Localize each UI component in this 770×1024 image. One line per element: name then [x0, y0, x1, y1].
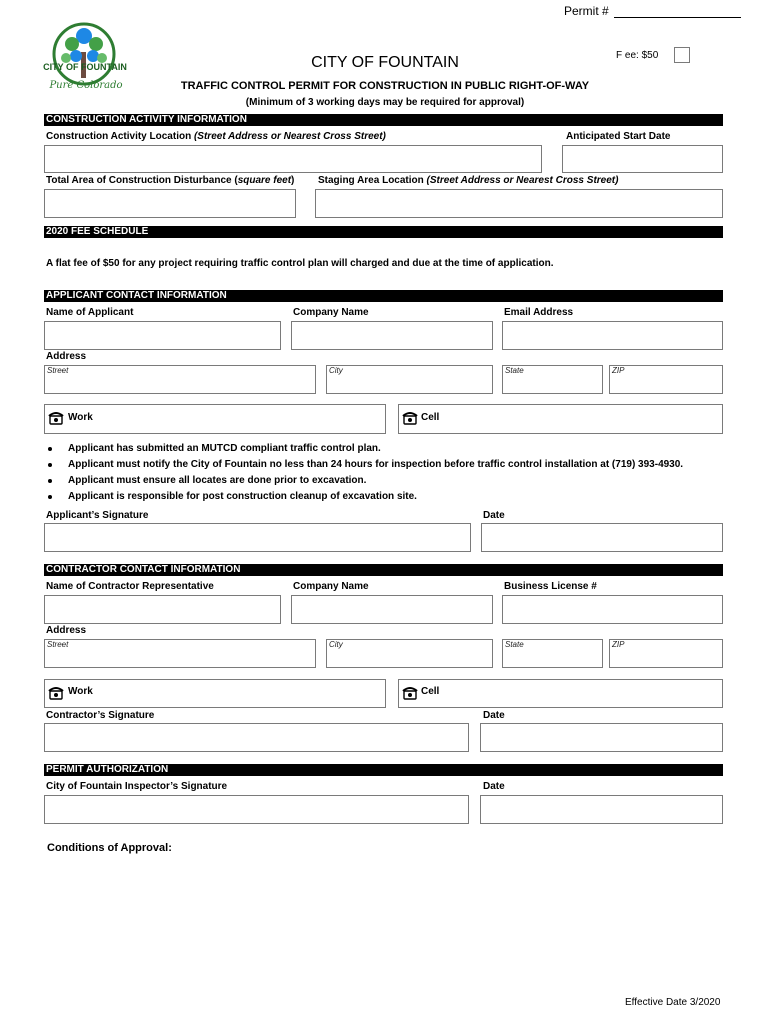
contractor-section-heading: CONTRACTOR CONTACT INFORMATION — [44, 564, 723, 576]
phone-icon — [48, 410, 64, 426]
form-subtitle: TRAFFIC CONTROL PERMIT FOR CONSTRUCTION IN PUBLIC RIGHT-OF-WAY — [180, 80, 590, 92]
inspector-date-input[interactable] — [480, 795, 723, 824]
fee-section-heading: 2020 FEE SCHEDULE — [44, 226, 723, 238]
staging-label: Staging Area Location (Street Address or Nearest Cross Street) — [318, 175, 619, 186]
applicant-zip-input[interactable] — [609, 365, 723, 394]
applicant-city-hint: City — [329, 366, 343, 375]
start-date-label: Anticipated Start Date — [566, 131, 671, 142]
inspector-signature-input[interactable] — [44, 795, 469, 824]
contractor-city-input[interactable] — [326, 639, 493, 668]
contractor-work-phone-input[interactable] — [44, 679, 386, 708]
contractor-zip-hint: ZIP — [612, 640, 625, 649]
logo-text-top: CITY OF FOUNTAIN — [43, 62, 127, 72]
applicant-name-label: Name of Applicant — [46, 307, 134, 318]
applicant-date-label: Date — [483, 510, 505, 521]
conditions-label: Conditions of Approval: — [47, 842, 172, 854]
contractor-date-input[interactable] — [480, 723, 723, 752]
applicant-work-label: Work — [68, 412, 93, 423]
applicant-company-input[interactable] — [291, 321, 493, 350]
list-item: Applicant must notify the City of Fountain no less than 24 hours for inspection before traffic control installation at (719) 393-4930. — [46, 457, 683, 473]
contractor-work-label: Work — [68, 686, 93, 697]
applicant-signature-label: Applicant’s Signature — [46, 510, 149, 521]
phone-icon — [402, 685, 418, 701]
applicant-section-heading: APPLICANT CONTACT INFORMATION — [44, 290, 723, 302]
location-input[interactable] — [44, 145, 542, 173]
fee-text: A flat fee of $50 for any project requiring traffic control plan will charged and due at the time of application. — [46, 258, 554, 269]
effective-date: Effective Date 3/2020 — [625, 997, 721, 1008]
applicant-work-phone-input[interactable] — [44, 404, 386, 434]
list-item: Applicant must ensure all locates are done prior to excavation. — [46, 473, 683, 489]
contractor-date-label: Date — [483, 710, 505, 721]
contractor-license-label: Business License # — [504, 581, 597, 592]
contractor-signature-input[interactable] — [44, 723, 469, 752]
contractor-state-hint: State — [505, 640, 524, 649]
contractor-company-input[interactable] — [291, 595, 493, 624]
inspector-signature-label: City of Fountain Inspector’s Signature — [46, 781, 228, 792]
contractor-cell-phone-input[interactable] — [398, 679, 723, 708]
applicant-city-input[interactable] — [326, 365, 493, 394]
contractor-cell-label: Cell — [421, 686, 440, 697]
applicant-state-hint: State — [505, 366, 524, 375]
applicant-date-input[interactable] — [481, 523, 723, 552]
applicant-cell-phone-input[interactable] — [398, 404, 723, 434]
logo-text-bottom: Pure Colorado — [49, 80, 123, 91]
list-item: Applicant is responsible for post construction cleanup of excavation site. — [46, 489, 683, 505]
area-input[interactable] — [44, 189, 296, 218]
construction-section-heading: CONSTRUCTION ACTIVITY INFORMATION — [44, 114, 723, 126]
phone-icon — [48, 685, 64, 701]
contractor-company-label: Company Name — [293, 581, 369, 592]
permit-number-label: Permit # — [564, 4, 609, 18]
staging-input[interactable] — [315, 189, 723, 218]
applicant-cell-label: Cell — [421, 412, 440, 423]
contractor-name-input[interactable] — [44, 595, 281, 624]
applicant-name-input[interactable] — [44, 321, 281, 350]
contractor-city-hint: City — [329, 640, 343, 649]
contractor-signature-label: Contractor’s Signature — [46, 710, 155, 721]
location-label: Construction Activity Location (Street Address or Nearest Cross Street) — [46, 131, 386, 142]
applicant-street-hint: Street — [47, 366, 69, 375]
form-note: (Minimum of 3 working days may be required for approval) — [245, 97, 525, 108]
page-title: CITY OF FOUNTAIN — [311, 54, 459, 71]
list-item: Applicant has submitted an MUTCD compliant traffic control plan. — [46, 441, 683, 457]
applicant-requirements-list — [46, 441, 683, 505]
contractor-license-input[interactable] — [502, 595, 723, 624]
start-date-input[interactable] — [562, 145, 723, 173]
applicant-zip-hint: ZIP — [612, 366, 625, 375]
permit-number-field[interactable] — [614, 17, 741, 18]
phone-icon — [402, 410, 418, 426]
contractor-address-label: Address — [46, 625, 87, 636]
applicant-address-label: Address — [46, 351, 87, 362]
applicant-email-input[interactable] — [502, 321, 723, 350]
fee-label: F ee: $50 — [616, 50, 659, 61]
applicant-signature-input[interactable] — [44, 523, 471, 552]
contractor-street-hint: Street — [47, 640, 69, 649]
fee-checkbox[interactable] — [674, 47, 690, 63]
area-label: Total Area of Construction Disturbance (square feet) — [46, 175, 295, 186]
inspector-date-label: Date — [483, 781, 505, 792]
contractor-street-input[interactable] — [44, 639, 316, 668]
applicant-email-label: Email Address — [504, 307, 574, 318]
applicant-company-label: Company Name — [293, 307, 369, 318]
contractor-name-label: Name of Contractor Representative — [46, 581, 214, 592]
authorization-section-heading: PERMIT AUTHORIZATION — [44, 764, 723, 776]
applicant-street-input[interactable] — [44, 365, 316, 394]
contractor-zip-input[interactable] — [609, 639, 723, 668]
